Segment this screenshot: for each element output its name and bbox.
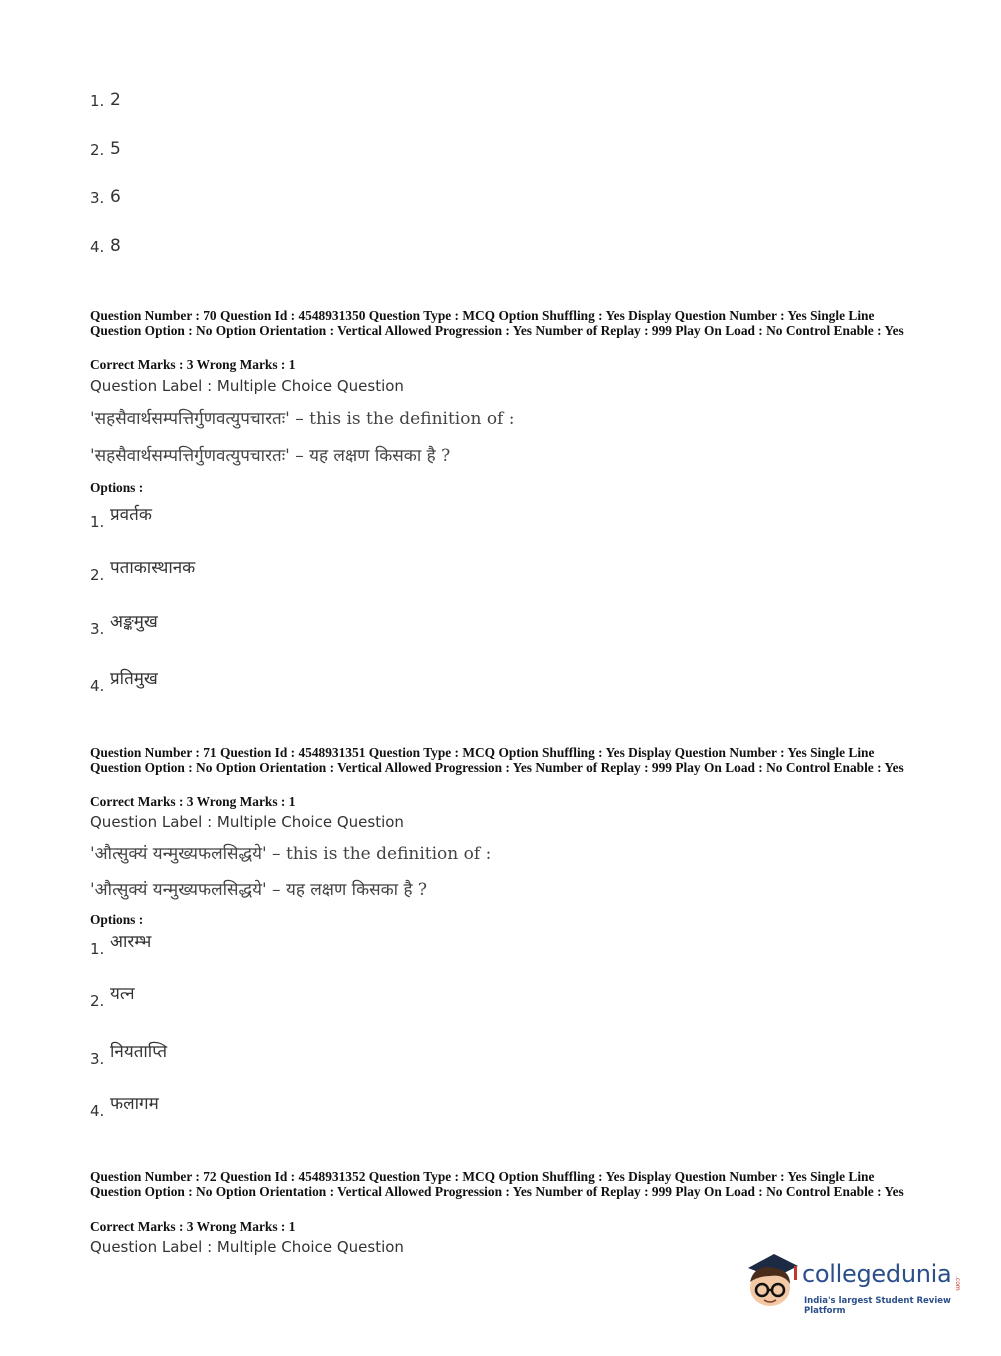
option-3 xyxy=(90,612,158,638)
option-4 xyxy=(90,236,121,256)
option-number: 4. xyxy=(90,238,105,256)
option-1 xyxy=(90,932,152,958)
option-4 xyxy=(90,1094,159,1120)
option-number: 2. xyxy=(90,566,105,584)
question-text-hindi: 'औत्सुक्यं यन्मुख्यफलसिद्धये' – यह लक्षण किसका है ? xyxy=(90,880,428,900)
option-4 xyxy=(90,669,158,695)
option-1 xyxy=(90,90,121,110)
mascot-icon xyxy=(740,1250,802,1312)
question-label: Question Label : Multiple Choice Question xyxy=(90,813,404,831)
option-text: प्रवर्तक xyxy=(110,505,152,525)
option-2 xyxy=(90,139,121,159)
option-text: फलागम xyxy=(110,1094,159,1114)
option-text: 8 xyxy=(110,236,121,256)
option-3 xyxy=(90,1042,168,1068)
option-number: 1. xyxy=(90,940,105,958)
option-number: 4. xyxy=(90,1102,105,1120)
collegedunia-logo xyxy=(740,1250,970,1315)
option-number: 1. xyxy=(90,92,105,110)
option-text: पताकास्थानक xyxy=(110,558,196,578)
option-1 xyxy=(90,505,152,531)
question-label: Question Label : Multiple Choice Question xyxy=(90,377,404,395)
options-heading: Options : xyxy=(90,480,144,495)
options-heading: Options : xyxy=(90,912,144,927)
option-number: 4. xyxy=(90,677,105,695)
logo-suffix: .com xyxy=(954,1276,961,1291)
option-text: 6 xyxy=(110,187,121,207)
question-meta: Question Number : 72 Question Id : 4548931352 Question Type : MCQ Option Shuffling : Yes Display Question Number : Yes Single Line Question Option : No Option Orientation : Vertical Allowed Progression : Yes Number of Replay : 999 Play On Load : No Control Enable : Yes xyxy=(90,1169,904,1199)
question-marks: Correct Marks : 3 Wrong Marks : 1 xyxy=(90,1219,296,1234)
question-label: Question Label : Multiple Choice Question xyxy=(90,1238,404,1256)
option-text: आरम्भ xyxy=(110,932,152,952)
option-number: 2. xyxy=(90,141,105,159)
question-marks: Correct Marks : 3 Wrong Marks : 1 xyxy=(90,794,296,809)
option-text: प्रतिमुख xyxy=(110,669,158,689)
logo-wordmark: collegedunia xyxy=(802,1260,952,1288)
logo-tagline: India's largest Student Review Platform xyxy=(804,1296,951,1316)
question-text-english: 'सहसैवार्थसम्पत्तिर्गुणवत्युपचारतः' – this is the definition of : xyxy=(90,409,515,429)
option-text: 2 xyxy=(110,90,121,110)
option-2 xyxy=(90,984,135,1010)
option-number: 3. xyxy=(90,620,105,638)
question-text-hindi: 'सहसैवार्थसम्पत्तिर्गुणवत्युपचारतः' – यह लक्षण किसका है ? xyxy=(90,446,451,466)
option-text: 5 xyxy=(110,139,121,159)
option-2 xyxy=(90,558,196,584)
option-text: यत्न xyxy=(110,984,135,1004)
option-number: 3. xyxy=(90,189,105,207)
option-number: 1. xyxy=(90,513,105,531)
option-text: अङ्कमुख xyxy=(110,612,158,632)
option-number: 2. xyxy=(90,992,105,1010)
option-text: नियताप्ति xyxy=(110,1042,168,1062)
question-marks: Correct Marks : 3 Wrong Marks : 1 xyxy=(90,357,296,372)
question-text-english: 'औत्सुक्यं यन्मुख्यफलसिद्धये' – this is the definition of : xyxy=(90,844,492,864)
question-meta: Question Number : 70 Question Id : 4548931350 Question Type : MCQ Option Shuffling : Yes Display Question Number : Yes Single Line Question Option : No Option Orientation : Vertical Allowed Progression : Yes Number of Replay : 999 Play On Load : No Control Enable : Yes xyxy=(90,308,904,338)
option-3 xyxy=(90,187,121,207)
option-number: 3. xyxy=(90,1050,105,1068)
question-meta: Question Number : 71 Question Id : 4548931351 Question Type : MCQ Option Shuffling : Yes Display Question Number : Yes Single Line Question Option : No Option Orientation : Vertical Allowed Progression : Yes Number of Replay : 999 Play On Load : No Control Enable : Yes xyxy=(90,745,904,775)
